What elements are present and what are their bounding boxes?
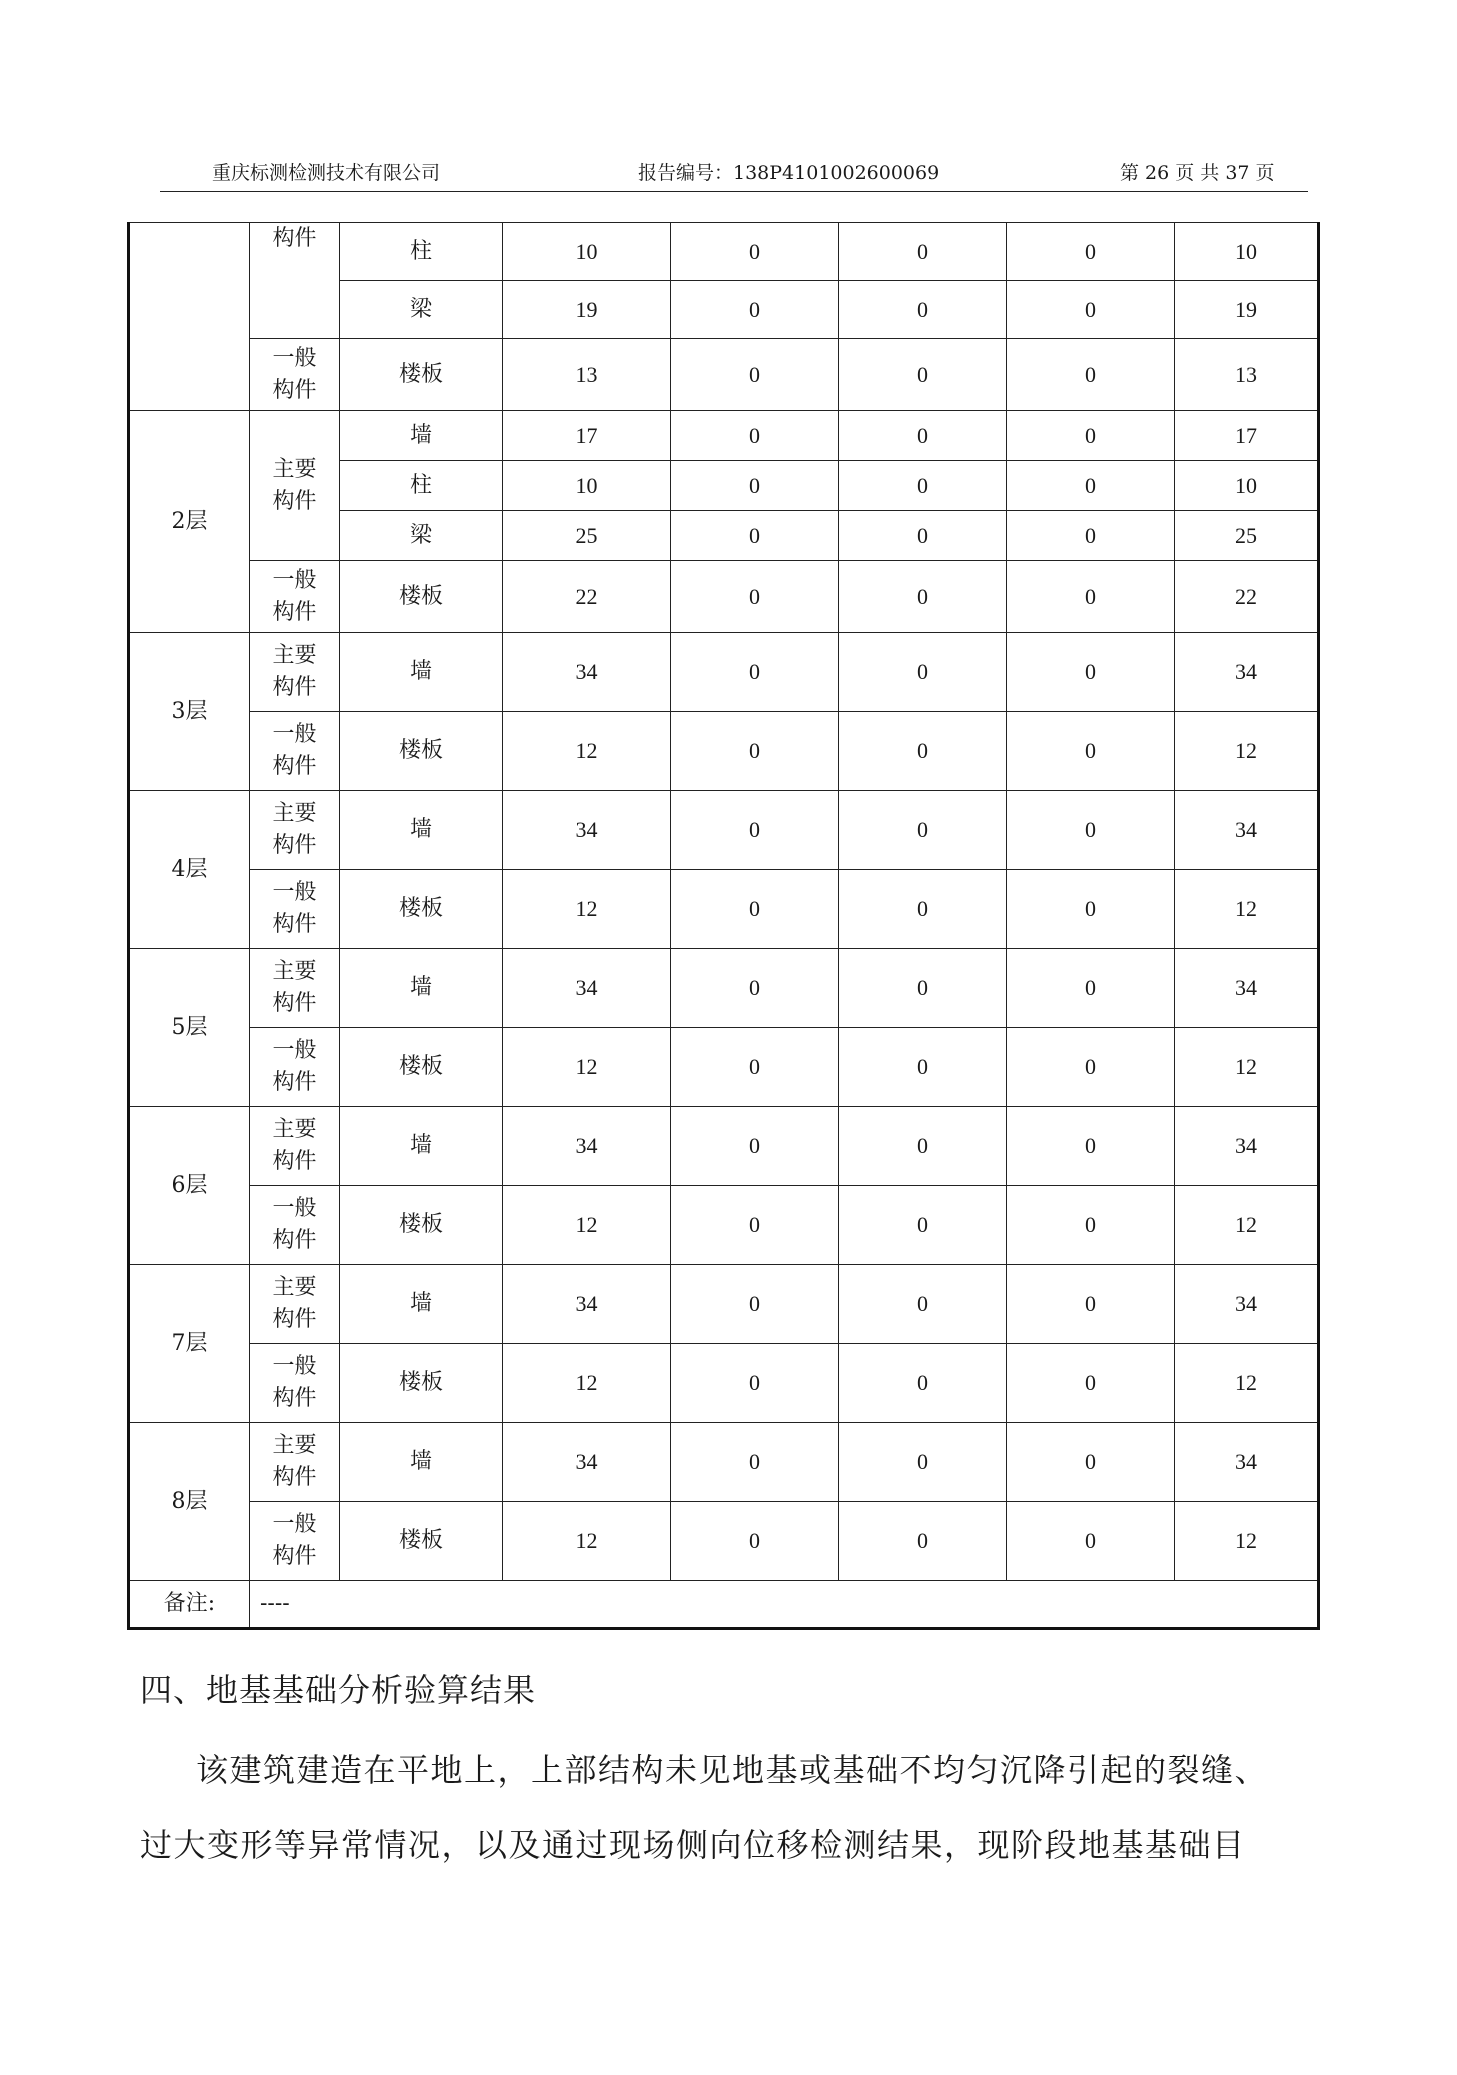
type-cell: 墙 — [340, 1423, 503, 1502]
floor-cell: 3层 — [129, 633, 250, 791]
value-cell: 0 — [671, 223, 839, 281]
value-cell: 0 — [839, 870, 1007, 949]
value-cell: 19 — [1175, 281, 1319, 339]
group-cell: 主要 构件 — [250, 1423, 340, 1502]
value-cell: 25 — [503, 511, 671, 561]
value-cell: 0 — [839, 1423, 1007, 1502]
value-cell: 0 — [671, 1265, 839, 1344]
value-cell: 0 — [671, 949, 839, 1028]
remark-row — [129, 1581, 1319, 1629]
value-cell: 0 — [1007, 461, 1175, 511]
value-cell: 0 — [839, 411, 1007, 461]
value-cell: 12 — [503, 1186, 671, 1265]
value-cell: 12 — [1175, 1186, 1319, 1265]
component-count-table — [127, 222, 1320, 1630]
type-cell: 楼板 — [340, 1028, 503, 1107]
value-cell: 22 — [503, 561, 671, 633]
value-cell: 22 — [1175, 561, 1319, 633]
value-cell: 0 — [671, 1344, 839, 1423]
table-row — [129, 411, 1319, 461]
value-cell: 12 — [1175, 1344, 1319, 1423]
value-cell: 0 — [839, 281, 1007, 339]
value-cell: 34 — [503, 949, 671, 1028]
value-cell: 25 — [1175, 511, 1319, 561]
value-cell: 0 — [1007, 223, 1175, 281]
value-cell: 0 — [1007, 633, 1175, 712]
type-cell: 楼板 — [340, 1344, 503, 1423]
value-cell: 0 — [1007, 949, 1175, 1028]
value-cell: 17 — [1175, 411, 1319, 461]
value-cell: 0 — [1007, 281, 1175, 339]
value-cell: 0 — [839, 561, 1007, 633]
value-cell: 0 — [1007, 1265, 1175, 1344]
type-cell: 楼板 — [340, 561, 503, 633]
floor-cell: 8层 — [129, 1423, 250, 1581]
group-cell: 主要 构件 — [250, 791, 340, 870]
type-cell: 楼板 — [340, 712, 503, 791]
value-cell: 0 — [671, 633, 839, 712]
value-cell: 0 — [839, 1344, 1007, 1423]
value-cell: 0 — [1007, 411, 1175, 461]
value-cell: 34 — [503, 1107, 671, 1186]
value-cell: 0 — [671, 281, 839, 339]
value-cell: 0 — [1007, 339, 1175, 411]
value-cell: 0 — [1007, 1186, 1175, 1265]
value-cell: 0 — [1007, 791, 1175, 870]
table-row — [129, 1423, 1319, 1502]
header-rule — [160, 191, 1308, 192]
value-cell: 0 — [1007, 1344, 1175, 1423]
value-cell: 0 — [1007, 1028, 1175, 1107]
group-cell: 一般 构件 — [250, 1028, 340, 1107]
type-cell: 楼板 — [340, 339, 503, 411]
type-cell: 楼板 — [340, 1502, 503, 1581]
value-cell: 0 — [839, 511, 1007, 561]
value-cell: 12 — [1175, 1502, 1319, 1581]
group-cell: 构件 — [250, 223, 340, 339]
type-cell: 柱 — [340, 461, 503, 511]
floor-cell-continued — [129, 223, 250, 411]
type-cell: 柱 — [340, 223, 503, 281]
value-cell: 0 — [839, 1028, 1007, 1107]
type-cell: 墙 — [340, 633, 503, 712]
value-cell: 0 — [671, 339, 839, 411]
value-cell: 0 — [839, 1265, 1007, 1344]
paragraph-line-1: 该建筑建造在平地上，上部结构未见地基或基础不均匀沉降引起的裂缝、 — [196, 1751, 1269, 1789]
remark-value: ---- — [250, 1581, 1319, 1629]
floor-cell: 6层 — [129, 1107, 250, 1265]
value-cell: 34 — [1175, 949, 1319, 1028]
value-cell: 0 — [839, 949, 1007, 1028]
value-cell: 0 — [671, 870, 839, 949]
value-cell: 19 — [503, 281, 671, 339]
table-row — [129, 223, 1319, 281]
value-cell: 34 — [503, 633, 671, 712]
table-row — [129, 791, 1319, 870]
value-cell: 0 — [671, 511, 839, 561]
page-number: 第 26 页 共 37 页 — [1120, 162, 1275, 184]
value-cell: 12 — [503, 870, 671, 949]
table-row — [129, 712, 1319, 791]
group-cell: 一般 构件 — [250, 339, 340, 411]
type-cell: 墙 — [340, 791, 503, 870]
group-cell: 一般 构件 — [250, 712, 340, 791]
floor-cell: 7层 — [129, 1265, 250, 1423]
value-cell: 34 — [1175, 791, 1319, 870]
floor-cell: 5层 — [129, 949, 250, 1107]
value-cell: 12 — [503, 1028, 671, 1107]
value-cell: 10 — [503, 461, 671, 511]
value-cell: 34 — [1175, 1107, 1319, 1186]
value-cell: 0 — [671, 411, 839, 461]
table-row — [129, 633, 1319, 712]
value-cell: 34 — [1175, 633, 1319, 712]
value-cell: 0 — [671, 1502, 839, 1581]
type-cell: 墙 — [340, 1107, 503, 1186]
type-cell: 墙 — [340, 1265, 503, 1344]
group-cell: 主要 构件 — [250, 1107, 340, 1186]
group-cell: 一般 构件 — [250, 870, 340, 949]
group-cell: 主要 构件 — [250, 949, 340, 1028]
value-cell: 0 — [1007, 870, 1175, 949]
value-cell: 0 — [1007, 1502, 1175, 1581]
value-cell: 34 — [503, 1423, 671, 1502]
value-cell: 0 — [839, 223, 1007, 281]
value-cell: 10 — [1175, 461, 1319, 511]
value-cell: 0 — [671, 791, 839, 870]
company-name: 重庆标测检测技术有限公司 — [212, 162, 441, 184]
table-row — [129, 1502, 1319, 1581]
page-header — [160, 150, 1308, 192]
value-cell: 0 — [671, 561, 839, 633]
section-title: 四、地基基础分析验算结果 — [140, 1671, 537, 1709]
type-cell: 梁 — [340, 281, 503, 339]
value-cell: 0 — [839, 791, 1007, 870]
value-cell: 12 — [1175, 712, 1319, 791]
type-cell: 墙 — [340, 411, 503, 461]
table-row — [129, 949, 1319, 1028]
table-row — [129, 870, 1319, 949]
remark-label: 备注: — [129, 1581, 250, 1629]
floor-cell: 2层 — [129, 411, 250, 633]
value-cell: 0 — [839, 461, 1007, 511]
value-cell: 12 — [1175, 870, 1319, 949]
value-cell: 12 — [1175, 1028, 1319, 1107]
value-cell: 0 — [839, 339, 1007, 411]
group-cell: 一般 构件 — [250, 1502, 340, 1581]
table-row — [129, 1107, 1319, 1186]
table-row — [129, 1265, 1319, 1344]
value-cell: 34 — [1175, 1265, 1319, 1344]
type-cell: 梁 — [340, 511, 503, 561]
value-cell: 17 — [503, 411, 671, 461]
value-cell: 0 — [1007, 712, 1175, 791]
table-row — [129, 561, 1319, 633]
value-cell: 0 — [839, 1107, 1007, 1186]
value-cell: 0 — [671, 461, 839, 511]
value-cell: 10 — [503, 223, 671, 281]
type-cell: 楼板 — [340, 870, 503, 949]
value-cell: 0 — [839, 712, 1007, 791]
type-cell: 楼板 — [340, 1186, 503, 1265]
value-cell: 34 — [1175, 1423, 1319, 1502]
table-row — [129, 1344, 1319, 1423]
value-cell: 0 — [1007, 1423, 1175, 1502]
value-cell: 0 — [1007, 1107, 1175, 1186]
table-row — [129, 1186, 1319, 1265]
value-cell: 34 — [503, 1265, 671, 1344]
value-cell: 13 — [1175, 339, 1319, 411]
value-cell: 12 — [503, 1502, 671, 1581]
type-cell: 墙 — [340, 949, 503, 1028]
value-cell: 13 — [503, 339, 671, 411]
value-cell: 0 — [839, 633, 1007, 712]
paragraph-line-2: 过大变形等异常情况，以及通过现场侧向位移检测结果，现阶段地基基础目 — [140, 1826, 1246, 1864]
value-cell: 0 — [1007, 511, 1175, 561]
value-cell: 0 — [671, 1423, 839, 1502]
value-cell: 0 — [671, 1028, 839, 1107]
group-cell: 主要 构件 — [250, 633, 340, 712]
group-cell: 一般 构件 — [250, 1344, 340, 1423]
group-cell: 一般 构件 — [250, 1186, 340, 1265]
value-cell: 34 — [503, 791, 671, 870]
group-cell: 主要 构件 — [250, 411, 340, 561]
value-cell: 0 — [671, 1107, 839, 1186]
value-cell: 10 — [1175, 223, 1319, 281]
value-cell: 0 — [839, 1502, 1007, 1581]
value-cell: 12 — [503, 1344, 671, 1423]
group-cell: 一般 构件 — [250, 561, 340, 633]
value-cell: 0 — [671, 1186, 839, 1265]
value-cell: 0 — [1007, 561, 1175, 633]
value-cell: 0 — [671, 712, 839, 791]
value-cell: 0 — [839, 1186, 1007, 1265]
table-row — [129, 1028, 1319, 1107]
report-number: 报告编号：138P4101002600069 — [638, 162, 940, 184]
floor-cell: 4层 — [129, 791, 250, 949]
value-cell: 12 — [503, 712, 671, 791]
table-row — [129, 339, 1319, 411]
group-cell: 主要 构件 — [250, 1265, 340, 1344]
